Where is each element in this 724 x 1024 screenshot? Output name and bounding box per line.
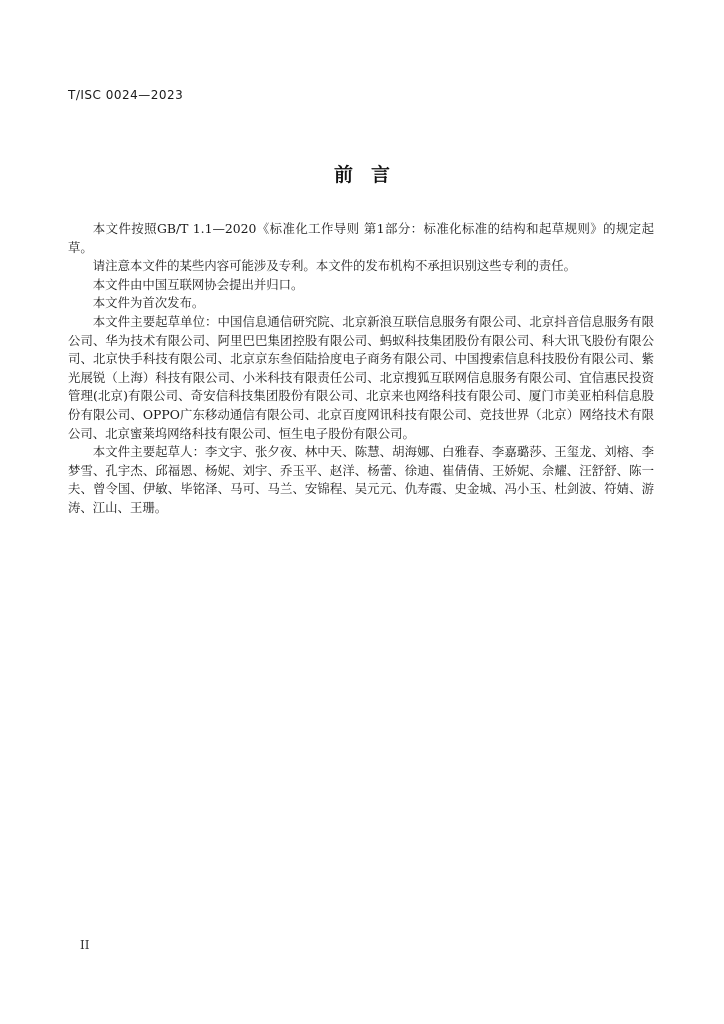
paragraph-proposer: 本文件由中国互联网协会提出并归口。	[92, 276, 304, 292]
paragraph-patent-notice: 请注意本文件的某些内容可能涉及专利。本文件的发布机构不承担识别这些专利的责任。	[92, 258, 577, 274]
paragraph-drafting-rules: 本文件按照GB/T 1.1—2020《标准化工作导则 第1部分：标准化标准的结构和起草规则》的规定起草。	[68, 221, 654, 255]
page-number: II	[80, 938, 90, 952]
paragraph-drafters: 本文件主要起草人：李文宇、张夕夜、林中天、陈慧、胡海娜、白雅春、李嘉璐莎、王玺龙、刘榕、李梦雪、孔宇杰、邱福恩、杨妮、刘宇、乔玉平、赵洋、杨蕾、徐迪、崔倩倩、王娇妮、佘耀、汪舒舒、陈一夫、曾令国、伊敏、毕铭泽、马可、马兰、安锦程、吴元元、仇寿霞、史金城、冯小玉、杜剑波、符婧、游涛、江山、王珊。	[68, 444, 654, 515]
foreword-body	[68, 220, 654, 518]
paragraph-drafting-units: 本文件主要起草单位：中国信息通信研究院、北京新浪互联信息服务有限公司、北京抖音信息服务有限公司、华为技术有限公司、阿里巴巴集团控股有限公司、蚂蚁科技集团股份有限公司、科大讯飞股份有限公司、北京快手科技有限公司、北京京东叁佰陆拾度电子商务有限公司、中国搜索信息科技股份有限公司、紫光展锐（上海）科技有限公司、小米科技有限责任公司、北京搜狐互联网信息服务有限公司、宜信惠民投资管理(北京)有限公司、奇安信科技集团股份有限公司、北京来也网络科技有限公司、厦门市美亚柏科信息股份有限公司、OPPO广东移动通信有限公司、北京百度网讯科技有限公司、竞技世界（北京）网络技术有限公司、北京蜜莱坞网络科技有限公司、恒生电子股份有限公司。	[68, 313, 654, 441]
page-title: 前言	[333, 164, 408, 186]
paragraph-first-release: 本文件为首次发布。	[92, 295, 205, 311]
standard-code: T/ISC 0024—2023	[68, 88, 184, 102]
